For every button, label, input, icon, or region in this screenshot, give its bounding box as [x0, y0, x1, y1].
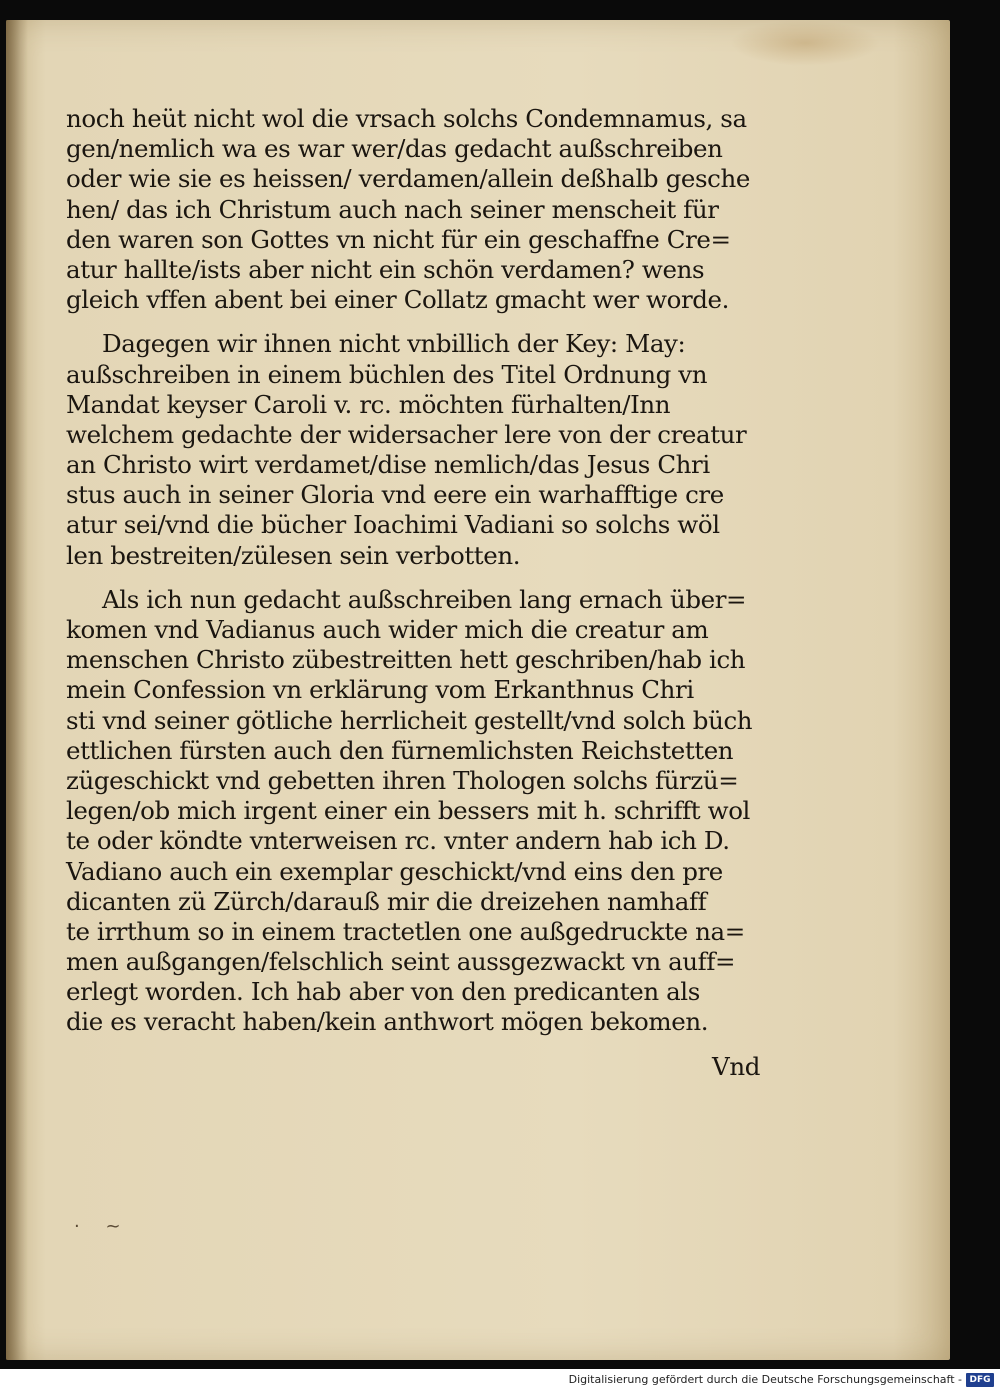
- text-line: men außgangen/felschlich seint aussgezwackt vn auff=: [66, 947, 736, 977]
- text-line: atur sei/vnd die bücher Ioachimi Vadiani so solchs wöl: [66, 510, 720, 540]
- text-line: legen/ob mich irgent einer ein bessers mit h. schrifft wol: [66, 796, 750, 826]
- text-line: gen/nemlich wa es war wer/das gedacht außschreiben: [66, 134, 723, 164]
- text-line: den waren son Gottes vn nicht für ein geschaffne Cre=: [66, 224, 731, 254]
- text-line: Mandat keyser Caroli v. rc. möchten fürhalten/Inn: [66, 389, 671, 419]
- text-line: te irrthum so in einem tractetlen one außgedruckte na=: [66, 916, 745, 946]
- text-line: dicanten zü Zürch/darauß mir die dreizehen namhaff: [66, 886, 707, 916]
- text-line: noch heüt nicht wol die vrsach solchs Condemnamus, sa: [66, 104, 747, 133]
- text-line: menschen Christo zübestreitten hett geschriben/hab ich: [66, 645, 746, 675]
- text-line: ettlichen fürsten auch den fürnemlichsten Reichstetten: [66, 735, 734, 765]
- text-line: Als ich nun gedacht außschreiben lang ernach über=: [102, 584, 747, 614]
- text-line: Vadiano auch ein exemplar geschickt/vnd eins den pre: [66, 856, 723, 886]
- text-line: außschreiben in einem büchlen des Titel Ordnung vn: [66, 359, 708, 389]
- ink-specks: · ~: [74, 1216, 131, 1237]
- body-text: [66, 104, 766, 1082]
- text-line: komen vnd Vadianus auch wider mich die creatur am: [66, 615, 709, 644]
- text-line: len bestreiten/zülesen sein verbotten.: [66, 540, 521, 570]
- paragraph-1: [66, 104, 766, 315]
- text-line: welchem gedachte der widersacher lere von der creatur: [66, 419, 747, 449]
- text-line: hen/ das ich Christum auch nach seiner menscheit für: [66, 194, 719, 224]
- text-line: sti vnd seiner götliche herrlicheit gestellt/vnd solch büch: [66, 705, 753, 735]
- text-line: oder wie sie es heissen/ verdamen/allein deßhalb gesche: [66, 164, 750, 194]
- text-line: die es veracht haben/kein anthwort mögen bekomen.: [66, 1007, 709, 1037]
- text-line: gleich vffen abent bei einer Collatz gmacht wer worde.: [66, 285, 730, 315]
- text-line: stus auch in seiner Gloria vnd eere ein warhafftige cre: [66, 480, 724, 510]
- page-binding-shadow: [6, 20, 28, 1360]
- text-line: erlegt worden. Ich hab aber von den predicanten als: [66, 977, 700, 1007]
- catchword: Vnd: [712, 1051, 760, 1081]
- funding-credit: Digitalisierung gefördert durch die Deutsche Forschungsgemeinschaft -: [568, 1373, 962, 1386]
- text-line: Dagegen wir ihnen nicht vnbillich der Key: May:: [102, 329, 686, 359]
- text-line: an Christo wirt verdamet/dise nemlich/das Jesus Chri: [66, 450, 710, 480]
- paper-stain: [730, 20, 880, 66]
- text-line: mein Confession vn erklärung vom Erkanthnus Chri: [66, 675, 694, 705]
- text-line: atur hallte/ists aber nicht ein schön verdamen? wens: [66, 254, 705, 284]
- footer-bar: [0, 1369, 1000, 1393]
- text-line: zügeschickt vnd gebetten ihren Thologen solchs fürzü=: [66, 765, 739, 795]
- dfg-logo-icon: DFG: [966, 1373, 994, 1387]
- paragraph-3: [66, 585, 766, 1038]
- text-line: te oder köndte vnterweisen rc. vnter andern hab ich D.: [66, 826, 730, 856]
- paragraph-2: [66, 329, 766, 571]
- scanned-page: [6, 20, 950, 1360]
